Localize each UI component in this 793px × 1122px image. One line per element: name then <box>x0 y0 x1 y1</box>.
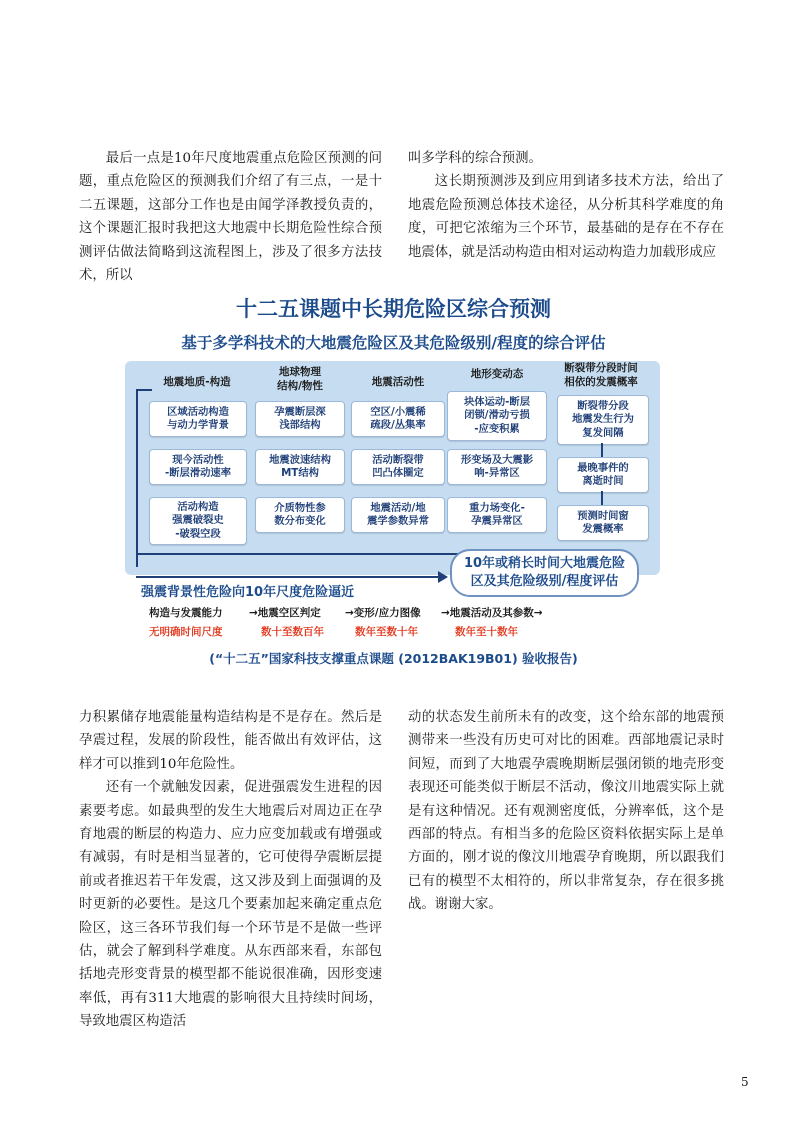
connector-line <box>136 389 138 567</box>
scale-time: 数十至数百年 <box>261 626 324 638</box>
method-box: 活动构造 强震破裂史 -破裂空段 <box>149 497 247 545</box>
column-header: 地球物理 结构/物性 <box>277 366 323 392</box>
paragraph: 这长期预测涉及到应用到诸多技术方法，给出了地震危险预测总体技术途径，从分析其科学难度的角度，可把它浓缩为三个环节，最基础的是存在不存在地震体，就是活动构造由相对运动构造力加载形成应 <box>408 174 724 260</box>
figure-title: 十二五课题中长期危险区综合预测 <box>236 297 551 321</box>
scale-label: →地震空区判定 <box>249 607 321 619</box>
connector-line <box>136 389 152 391</box>
method-box: 地震波速结构 MT结构 <box>255 449 345 485</box>
paragraph: 最后一点是10年尺度地震重点危险区预测的问题，重点危险区的预测我们介绍了有三点，一是十二五课题，这部分工作也是由闻学泽教授负责的，这个课题汇报时我把这大地震中长期危险性综合预测评估做法简略到这流程图上，涉及了很多方法技术，所以 <box>79 151 382 284</box>
page-number: 5 <box>741 1075 749 1089</box>
method-box: 现今活动性 -断层滑动速率 <box>149 449 247 485</box>
diagram-panel <box>125 361 660 575</box>
method-box: 预测时间窗 发震概率 <box>557 505 649 541</box>
method-box: 区域活动构造 与动力学背景 <box>149 401 247 437</box>
column-header: 地震活动性 <box>371 376 425 388</box>
scale-time: 数年至数十年 <box>355 626 418 638</box>
result-box: 10年或稍长时间大地震危险 区及其危险级别/程度评估 <box>450 549 639 597</box>
method-box: 断裂带分段 地震发生行为 复发间隔 <box>557 395 649 445</box>
column-header: 地震地质-构造 <box>163 376 231 388</box>
method-box: 空区/小震稀 疏段/丛集率 <box>351 401 445 437</box>
method-box: 块体运动-断层 闭锁/滑动亏损 -应变积累 <box>447 391 547 441</box>
text-column-bottom-left <box>79 706 382 1034</box>
connector-line <box>601 491 603 505</box>
paragraph: 力积累储存地震能量构造结构是不是存在。然后是孕震过程，发展的阶段性，能否做出有效评估，这样才可以推到10年危险性。 <box>79 710 382 772</box>
connector-line <box>601 443 603 457</box>
paragraph: 动的状态发生前所未有的改变，这个给东部的地震预测带来一些没有历史可对比的困难。西部地震记录时间短，而到了大地震孕震晚期断层强闭锁的地壳形变表现还可能类似于断层不活动，像汶川地震实际上就是有这种情况。还有观测密度低，分辨率低，这个是西部的特点。有相当多的危险区资料依据实际上是单方面的，刚才说的像汶川地震孕育晚期，所以跟我们已有的模型不太相符的，所以非常复杂，存在很多挑战。谢谢大家。 <box>408 710 724 913</box>
scale-time: 数年至十数年 <box>455 626 518 638</box>
column-header: 地形变动态 <box>470 368 524 380</box>
method-box: 活动断裂带 凹凸体圈定 <box>351 449 445 485</box>
text-column-top-left <box>79 147 382 287</box>
scale-label: →变形/应力图像 <box>345 607 421 619</box>
method-box: 最晚事件的 离逝时间 <box>557 457 649 493</box>
text-column-bottom-right <box>408 706 724 917</box>
scale-time: 无明确时间尺度 <box>149 626 223 638</box>
scale-label: 构造与发震能力 <box>149 607 223 619</box>
arrow-head-icon <box>438 571 448 583</box>
text-column-top-right <box>408 147 724 264</box>
figure-credit: (“十二五”国家科技支撑重点课题 (2012BAK19B01) 验收报告) <box>209 651 578 666</box>
scale-label: →地震活动及其参数→ <box>441 607 543 619</box>
approach-arrow-line <box>136 576 439 578</box>
method-box: 地震活动/地 震学参数异常 <box>351 497 445 533</box>
flowchart-figure <box>121 283 666 669</box>
method-box: 孕震断层深 浅部结构 <box>255 401 345 437</box>
method-box: 介质物性参 数分布变化 <box>255 497 345 533</box>
background-approach-label: 强震背景性危险向10年尺度危险逼近 <box>141 585 355 600</box>
method-box: 重力场变化- 孕震异常区 <box>447 497 547 533</box>
paragraph: 叫多学科的综合预测。 <box>408 151 542 166</box>
method-box: 形变场及大震影 响-异常区 <box>447 449 547 485</box>
column-header: 断裂带分段时间 相依的发震概率 <box>564 362 638 388</box>
paragraph: 还有一个就触发因素，促进强震发生进程的因素要考虑。如最典型的发生大地震后对周边正在孕育地震的断层的构造力、应力应变加载或有增强或有减弱，有时是相当显著的，它可使得孕震断层提前或者推迟若干年发震，这又涉及到上面强调的及时更新的必要性。是这几个要素加起来确定重点危险区，这三各环节我们每一个环节是不是做一些评估，就会了解到科学难度。从东西部来看，东部包括地壳形变背景的模型都不能说很准确，因形变速率低，再有311大地震的影响很大且持续时间场，导致地震区构造活 <box>79 780 382 1030</box>
figure-subtitle: 基于多学科技术的大地震危险区及其危险级别/程度的综合评估 <box>181 334 606 352</box>
